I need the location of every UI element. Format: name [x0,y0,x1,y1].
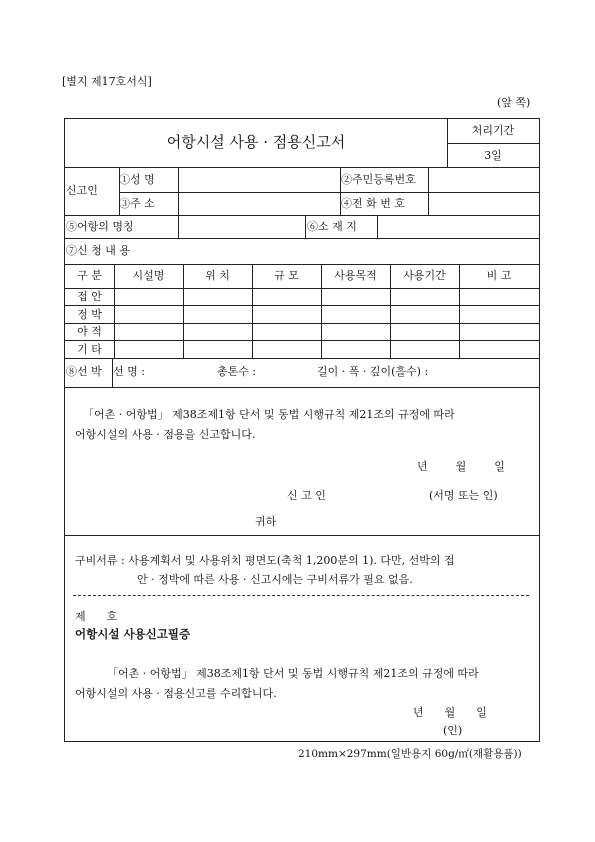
table-header: 위 치 [205,269,230,282]
port-name-label: ⑤어항의 명칭 [66,220,134,233]
vessel-name-label: 선 명 : [113,365,145,378]
vessel-dimensions-label: 길이 · 폭 · 깊이(흘수) : [317,365,429,378]
table-header: 비 고 [486,269,512,282]
certificate-text: 「어촌 · 어항법」 제38조제1항 단서 및 동법 시행규칙 제21조의 규정에 따라 어항시설의 사용 · 점용신고를 수리합니다. [75,667,479,700]
table-header: 규 모 [274,269,299,282]
table-row-label: 접 안 [77,290,102,303]
content-label: ⑦신 청 내 용 [66,244,130,257]
location-label: ⑥소 재 지 [307,220,357,233]
table-row-label: 정 박 [77,308,102,321]
report-form [64,118,540,742]
declaration-date: 년 월 일 [417,460,505,473]
table-header: 시설명 [132,269,165,282]
phone-label: ④전 화 번 호 [341,197,405,210]
vessel-tonnage-label: 총톤수 : [217,365,257,378]
cut-line [73,595,529,596]
vessel-label: ⑧선 박 [66,365,102,378]
recipient-label: 귀하 [255,515,277,528]
resident-number-label: ②주민등록번호 [341,173,416,186]
name-label: ①성 명 [119,173,155,186]
applicant-label: 신고인 [66,184,98,197]
processing-period-label: 처리기간 [471,124,515,137]
certificate-title: 어항시설 사용신고필증 [75,627,191,641]
address-label: ③주 소 [119,197,155,210]
declarant-label: 신 고 인 [287,489,326,502]
declaration-text: 「어촌 · 어항법」 제38조제1항 단서 및 동법 시행규칙 제21조의 규정에 따라 어항시설의 사용 · 점용을 신고합니다. [75,408,455,441]
certificate-seal: (인) [443,724,463,737]
table-row-label: 야 적 [77,325,102,338]
form-number-label: [별지 제17호서식] [62,75,152,88]
required-documents-line1: 구비서류 : 사용계획서 및 사용위치 평면도(축척 1,200분의 1). 다만, 선박의 접 [75,554,455,567]
table-header: 구 분 [77,269,102,282]
table-header: 사용기간 [403,269,446,282]
processing-period-value: 3일 [484,149,502,162]
certificate-date: 년 월 일 [413,706,487,719]
table-header: 사용목적 [334,269,377,282]
required-documents-line2: 안 · 정박에 따른 사용 · 신고시에는 구비서류가 필요 없음. [137,573,413,586]
paper-spec-footer: 210mm×297mm(일반용지 60g/㎡(재활용품)) [298,748,522,760]
page-side-label: (앞 쪽) [497,96,531,109]
signature-label: (서명 또는 인) [429,489,498,502]
table-row-label: 기 타 [77,343,102,356]
form-title: 어항시설 사용 · 점용신고서 [166,133,346,151]
certificate-number: 제 호 [75,610,118,623]
